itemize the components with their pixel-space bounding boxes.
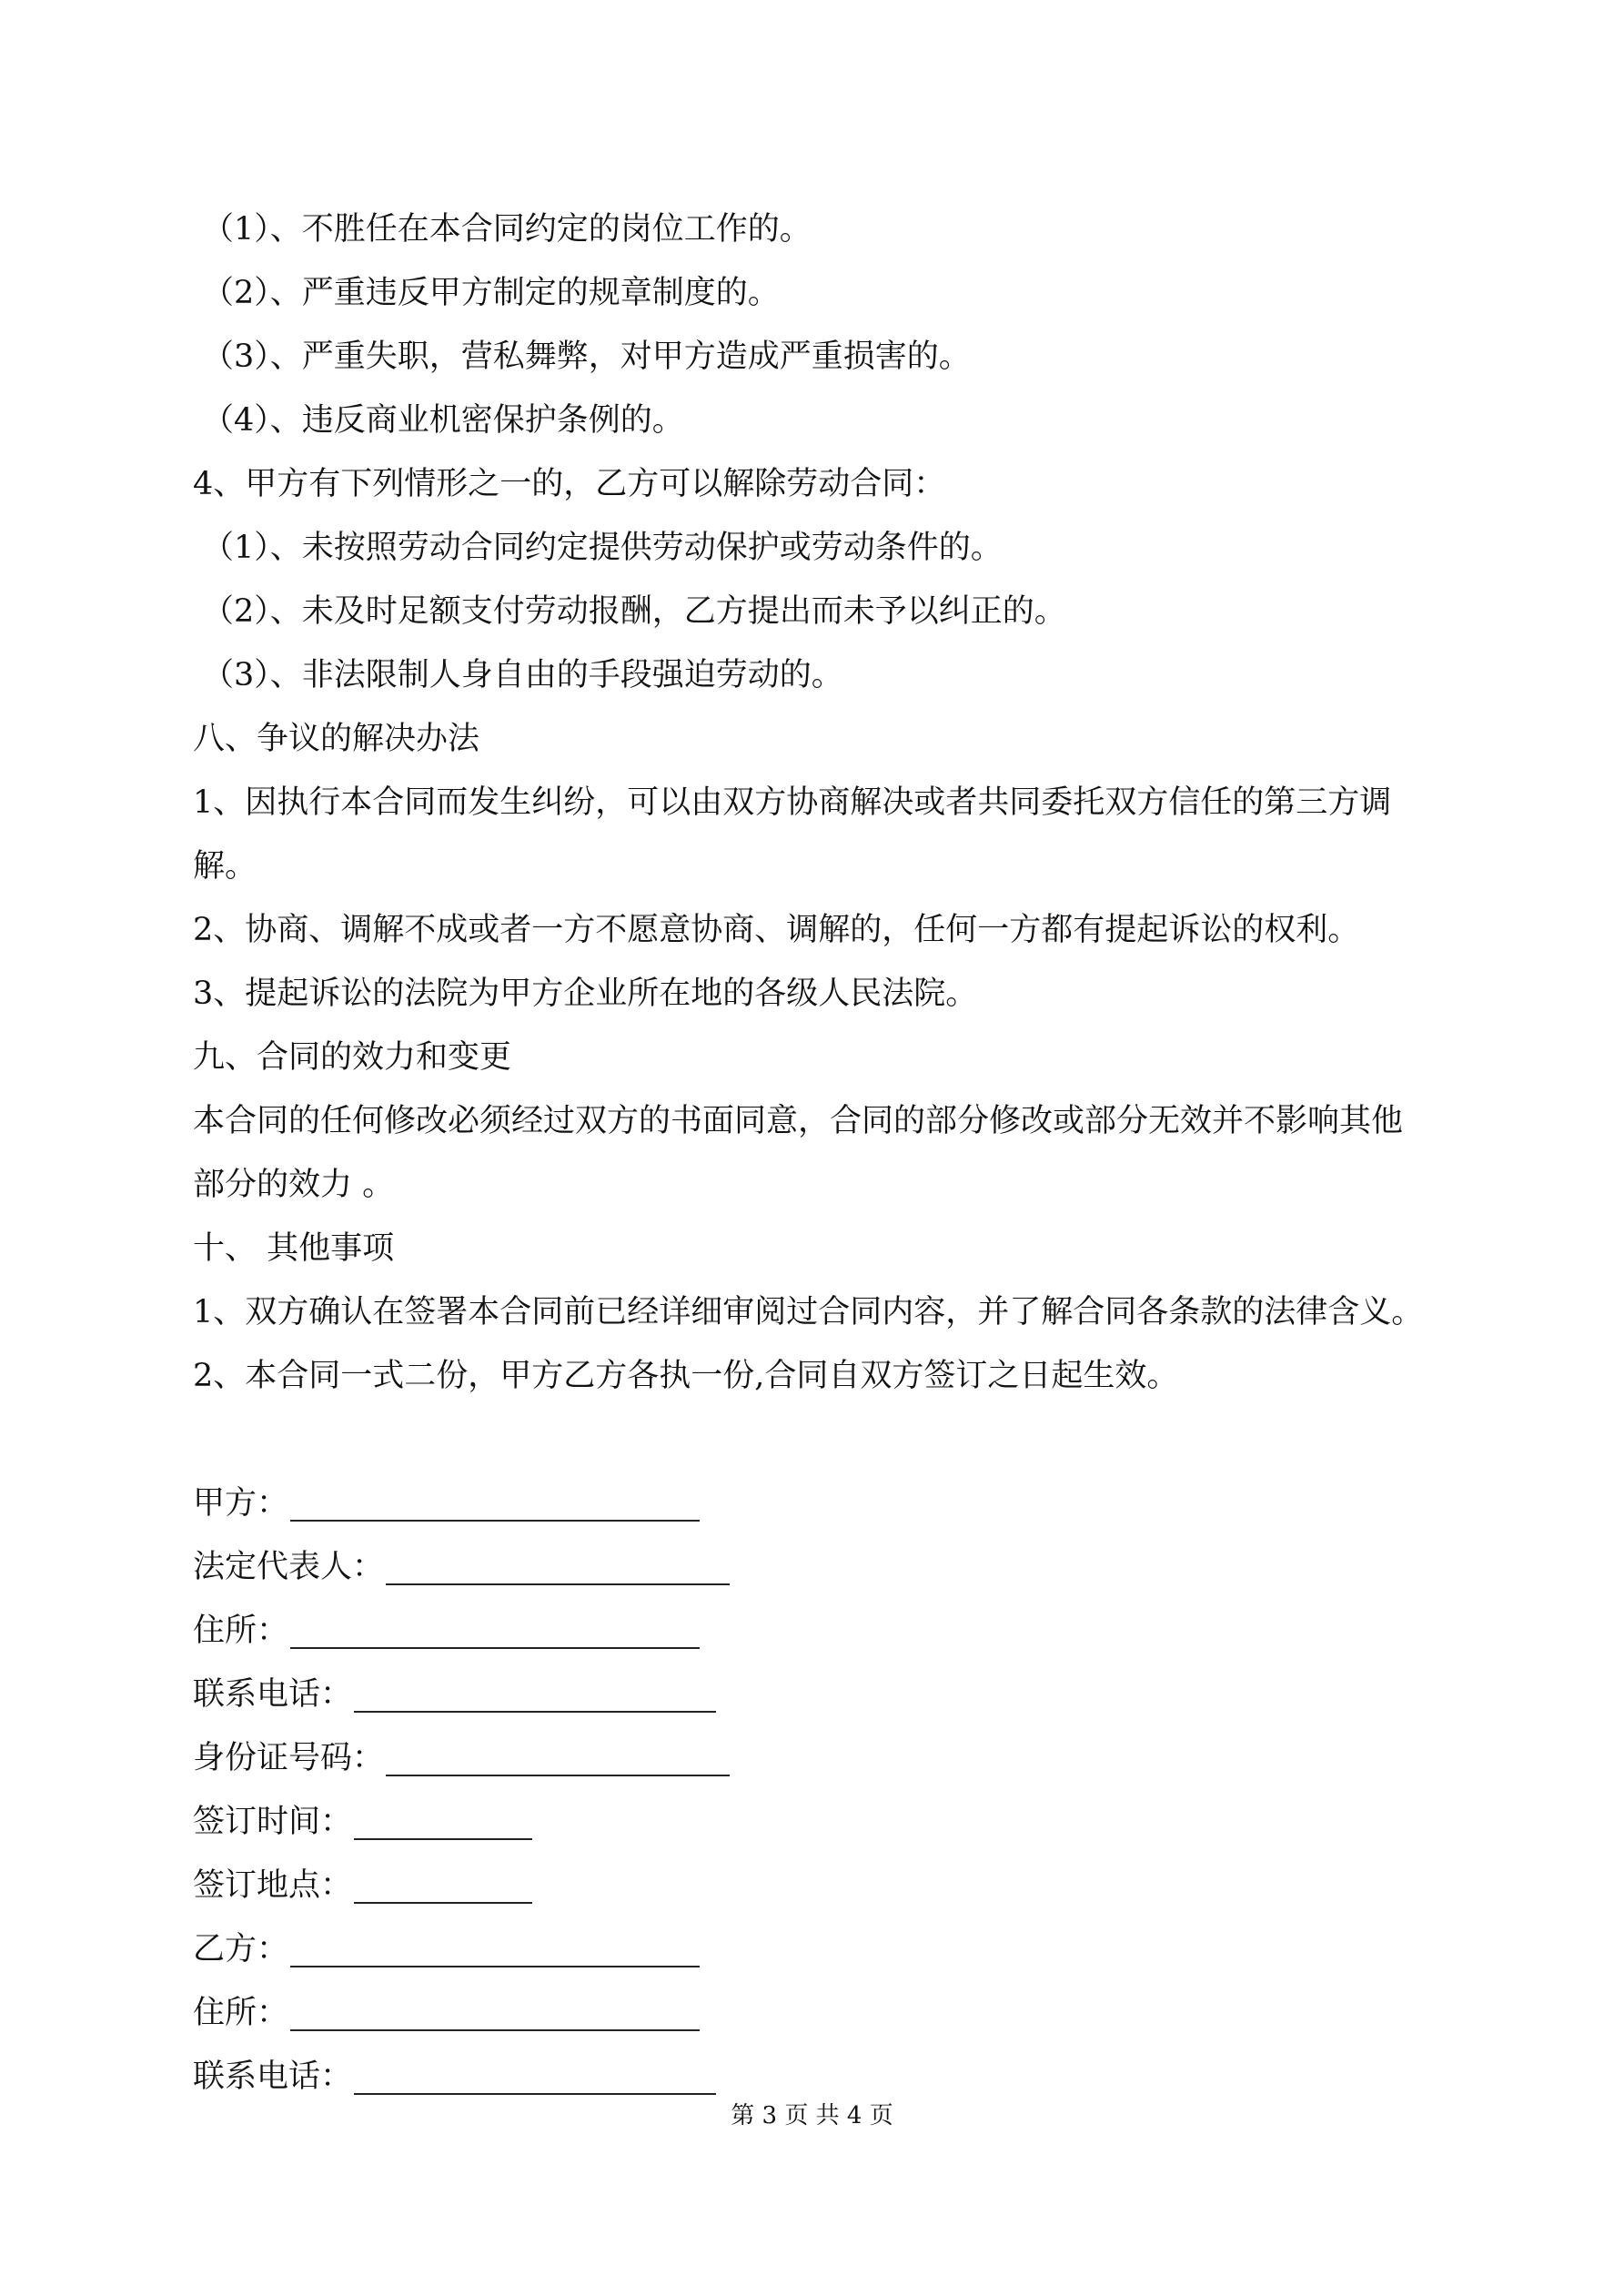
clause-text: 2、本合同一式二份，甲方乙方各执一份,合同自双方签订之日起生效。	[193, 1358, 1179, 1394]
signature-blank[interactable]	[354, 1684, 716, 1713]
signature-label: 法定代表人：	[193, 1549, 385, 1585]
section-heading: 十、 其他事项	[193, 1230, 395, 1267]
signature-blank[interactable]	[290, 2002, 700, 2031]
signature-label: 住所：	[193, 1995, 289, 2031]
clause-text: 3、提起诉讼的法院为甲方企业所在地的各级人民法院。	[193, 976, 978, 1012]
signature-field-id-number	[193, 1740, 730, 1776]
clause-text: 部分的效力 。	[193, 1167, 395, 1203]
signature-blank[interactable]	[290, 1492, 700, 1522]
clause-heading: 4、甲方有下列情形之一的，乙方可以解除劳动合同：	[193, 466, 946, 502]
signature-field-legal-rep	[193, 1549, 730, 1585]
signature-field-phone-a	[193, 1676, 716, 1713]
clause-text: 2、协商、调解不成或者一方不愿意协商、调解的，任何一方都有提起诉讼的权利。	[193, 912, 1360, 948]
signature-field-address-b	[193, 1995, 700, 2031]
clause-text: 1、双方确认在签署本合同前已经详细审阅过合同内容，并了解合同各条款的法律含义。	[193, 1294, 1424, 1330]
clause-text: （4）、违反商业机密保护条例的。	[202, 402, 684, 439]
signature-label: 甲方：	[193, 1485, 289, 1522]
section-heading: 八、争议的解决办法	[193, 721, 480, 757]
signature-blank[interactable]	[354, 2066, 716, 2095]
signature-blank[interactable]	[354, 1811, 532, 1840]
clause-text: （3）、非法限制人身自由的手段强迫劳动的。	[202, 657, 843, 693]
signature-label: 签订地点：	[193, 1867, 353, 1904]
signature-label: 住所：	[193, 1613, 289, 1649]
clause-text: 1、因执行本合同而发生纠纷，可以由双方协商解决或者共同委托双方信任的第三方调	[193, 784, 1392, 821]
signature-field-sign-date	[193, 1804, 532, 1840]
signature-label: 联系电话：	[193, 2058, 353, 2095]
clause-text: （3）、严重失职，营私舞弊，对甲方造成严重损害的。	[202, 339, 971, 375]
signature-label: 乙方：	[193, 1931, 289, 1967]
signature-field-phone-b	[193, 2058, 716, 2095]
signature-blank[interactable]	[386, 1747, 730, 1776]
signature-field-address-a	[193, 1613, 700, 1649]
clause-text: （1）、不胜任在本合同约定的岗位工作的。	[202, 211, 812, 248]
signature-label: 身份证号码：	[193, 1740, 385, 1776]
section-heading: 九、合同的效力和变更	[193, 1039, 512, 1076]
clause-text: （1）、未按照劳动合同约定提供劳动保护或劳动条件的。	[202, 530, 1003, 566]
signature-label: 联系电话：	[193, 1676, 353, 1713]
clause-text: （2）、严重违反甲方制定的规章制度的。	[202, 275, 780, 311]
page-number: 第 3 页 共 4 页	[731, 2102, 893, 2129]
signature-field-party-b	[193, 1931, 700, 1967]
signature-label: 签订时间：	[193, 1804, 353, 1840]
signature-field-sign-place	[193, 1867, 532, 1904]
clause-text: 本合同的任何修改必须经过双方的书面同意，合同的部分修改或部分无效并不影响其他	[193, 1103, 1404, 1139]
signature-blank[interactable]	[386, 1556, 730, 1585]
clause-text: 解。	[193, 848, 257, 885]
signature-field-party-a	[193, 1485, 700, 1522]
clause-text: （2）、未及时足额支付劳动报酬，乙方提出而未予以纠正的。	[202, 593, 1066, 630]
signature-blank[interactable]	[290, 1938, 700, 1967]
signature-blank[interactable]	[290, 1620, 700, 1649]
signature-blank[interactable]	[354, 1875, 532, 1904]
